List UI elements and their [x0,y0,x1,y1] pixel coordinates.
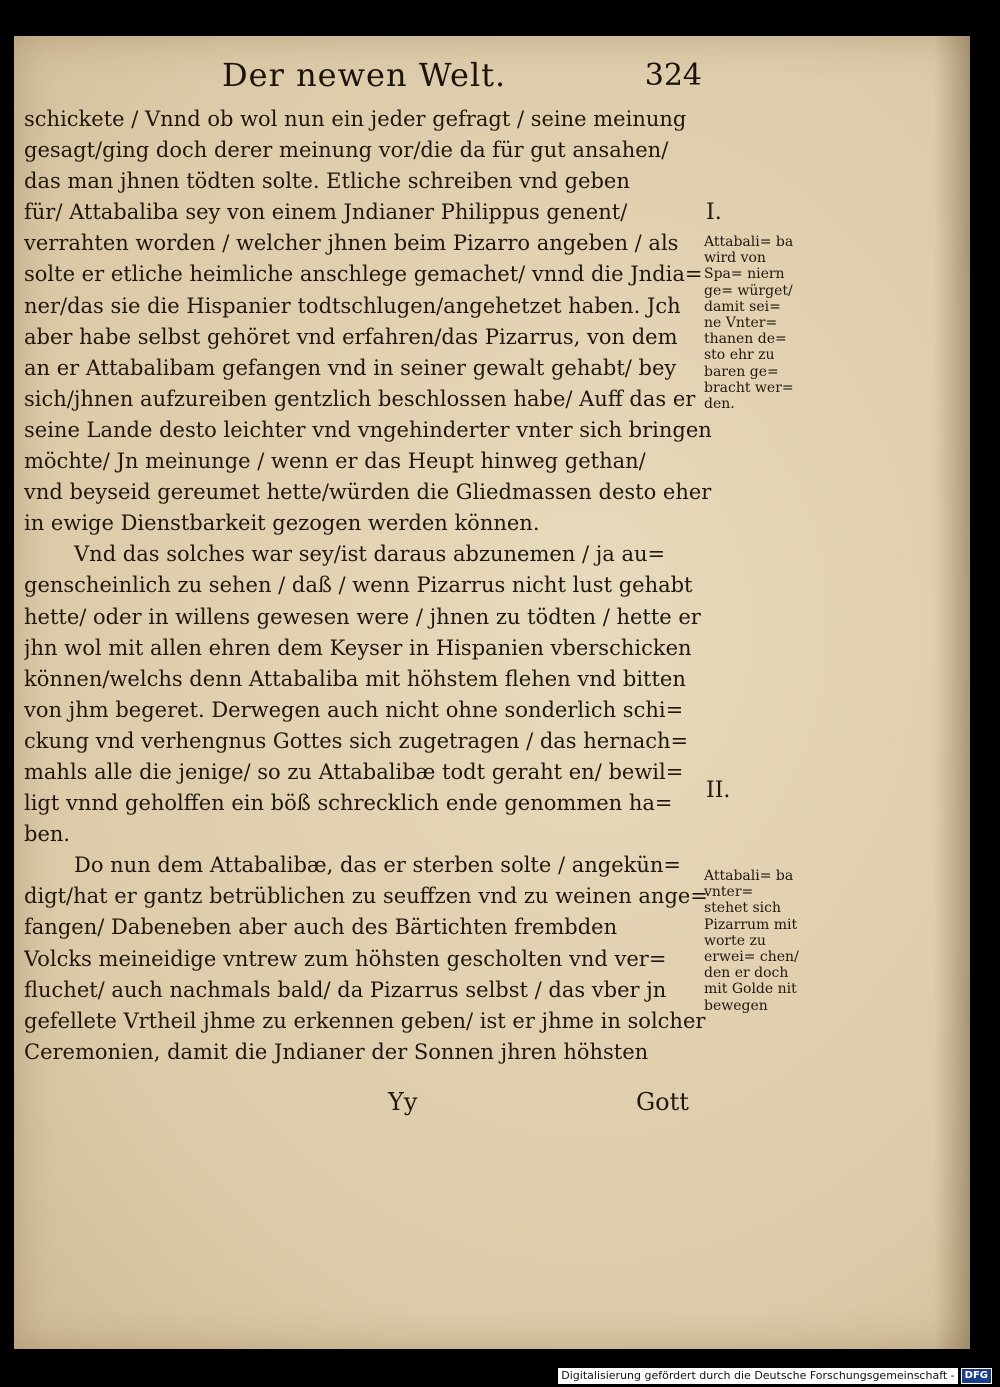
signature-mark: Yy [388,1088,418,1116]
text-line: fluchet/ auch nachmals bald/ da Pizarrus selbst / das vber jn [24,977,667,1002]
text-line: hette/ oder in willens gewesen were / jhnen zu tödten / hette er [24,604,701,629]
text-line: ner/das sie die Hispanier todtschlugen/angehetzet haben. Jch [24,293,681,318]
text-line: von jhm begeret. Derwegen auch nicht ohne sonderlich schi= [24,697,684,722]
text-line: können/welchs denn Attabaliba mit höhstem flehen vnd bitten [24,666,686,691]
page-edge-shadow [934,36,970,1349]
text-line: jhn wol mit allen ehren dem Keyser in Hispanien vberschicken [24,635,692,660]
funding-credit: Digitalisierung gefördert durch die Deutsche Forschungsgemeinschaft - [558,1368,957,1384]
section-number-2: II. [706,778,731,803]
text-line: ckung vnd verhengnus Gottes sich zugetragen / das hernach= [24,728,689,753]
text-line: gefellete Vrtheil jhme zu erkennen geben/ ist er jhme in solcher [24,1008,706,1033]
text-line: gesagt/ging doch derer meinung vor/die da für gut ansahen/ [24,138,669,163]
text-line: aber habe selbst gehöret vnd erfahren/das Pizarrus, von dem [24,324,678,349]
footer-credit-bar [558,1368,992,1384]
section-number-1: I. [706,200,722,225]
text-line: das man jhnen tödten solte. Etliche schreiben vnd geben [24,169,630,194]
text-line: Volcks meineidige vntrew zum höhsten gescholten vnd ver= [24,946,667,971]
text-line: digt/hat er gantz betrüblichen zu seuffzen vnd zu weinen ange= [24,884,708,909]
text-line: ben. [24,822,71,847]
catchword: Gott [636,1088,689,1116]
text-line: schickete / Vnnd ob wol nun ein jeder gefragt / seine meinung [24,107,687,131]
main-text-block [24,104,714,1068]
text-line: Ceremonien, damit die Jndianer der Sonnen jhren höhsten [24,1039,649,1064]
text-line: vnd beyseid gereumet hette/würden die Gliedmassen desto eher [24,480,712,505]
dfg-logo[interactable]: DFG [961,1368,992,1384]
text-line: solte er etliche heimliche anschlege gemachet/ vnnd die Jndia= [24,262,703,287]
marginal-note-2: Attabali= ba vnter= stehet sich Pizarrum mit worte zu erwei= chen/ den er doch mit Golde nit bewegen [704,868,799,1014]
text-line: verrahten worden / welcher jhnen beim Pizarro angeben / als [24,231,679,256]
text-line: in ewige Dienstbarkeit gezogen werden können. [24,511,540,536]
text-line: für/ Attabaliba sey von einem Jndianer Philippus genent/ [24,200,628,225]
page-header [210,56,710,100]
text-line: mahls alle die jenige/ so zu Attabalibæ todt geraht en/ bewil= [24,759,684,784]
text-line: ligt vnnd geholffen ein böß schrecklich ende genommen ha= [24,791,673,816]
text-line: seine Lande desto leichter vnd vngehinderter vnter sich bringen [24,417,712,442]
text-line: Do nun dem Attabalibæ, das er sterben solte / angekün= [74,853,682,878]
text-line: sich/jhnen aufzureiben gentzlich beschlossen habe/ Auff das er [24,386,696,411]
text-line: an er Attabalibam gefangen vnd in seiner gewalt gehabt/ bey [24,355,677,380]
text-line: genscheinlich zu sehen / daß / wenn Pizarrus nicht lust gehabt [24,573,693,598]
text-line: Vnd das solches war sey/ist daraus abzunemen / ja au= [74,542,666,567]
text-line: möchte/ Jn meinunge / wenn er das Heupt hinweg gethan/ [24,449,646,474]
marginal-note-1: Attabali= ba wird von Spa= niern ge= würget/ damit sei= ne Vnter= thanen de= sto ehr zu baren ge= bracht wer= den. [704,234,794,413]
page-number: 324 [644,58,702,93]
running-title: Der newen Welt. [222,56,507,94]
text-line: fangen/ Dabeneben aber auch des Bärtichten frembden [24,915,618,940]
